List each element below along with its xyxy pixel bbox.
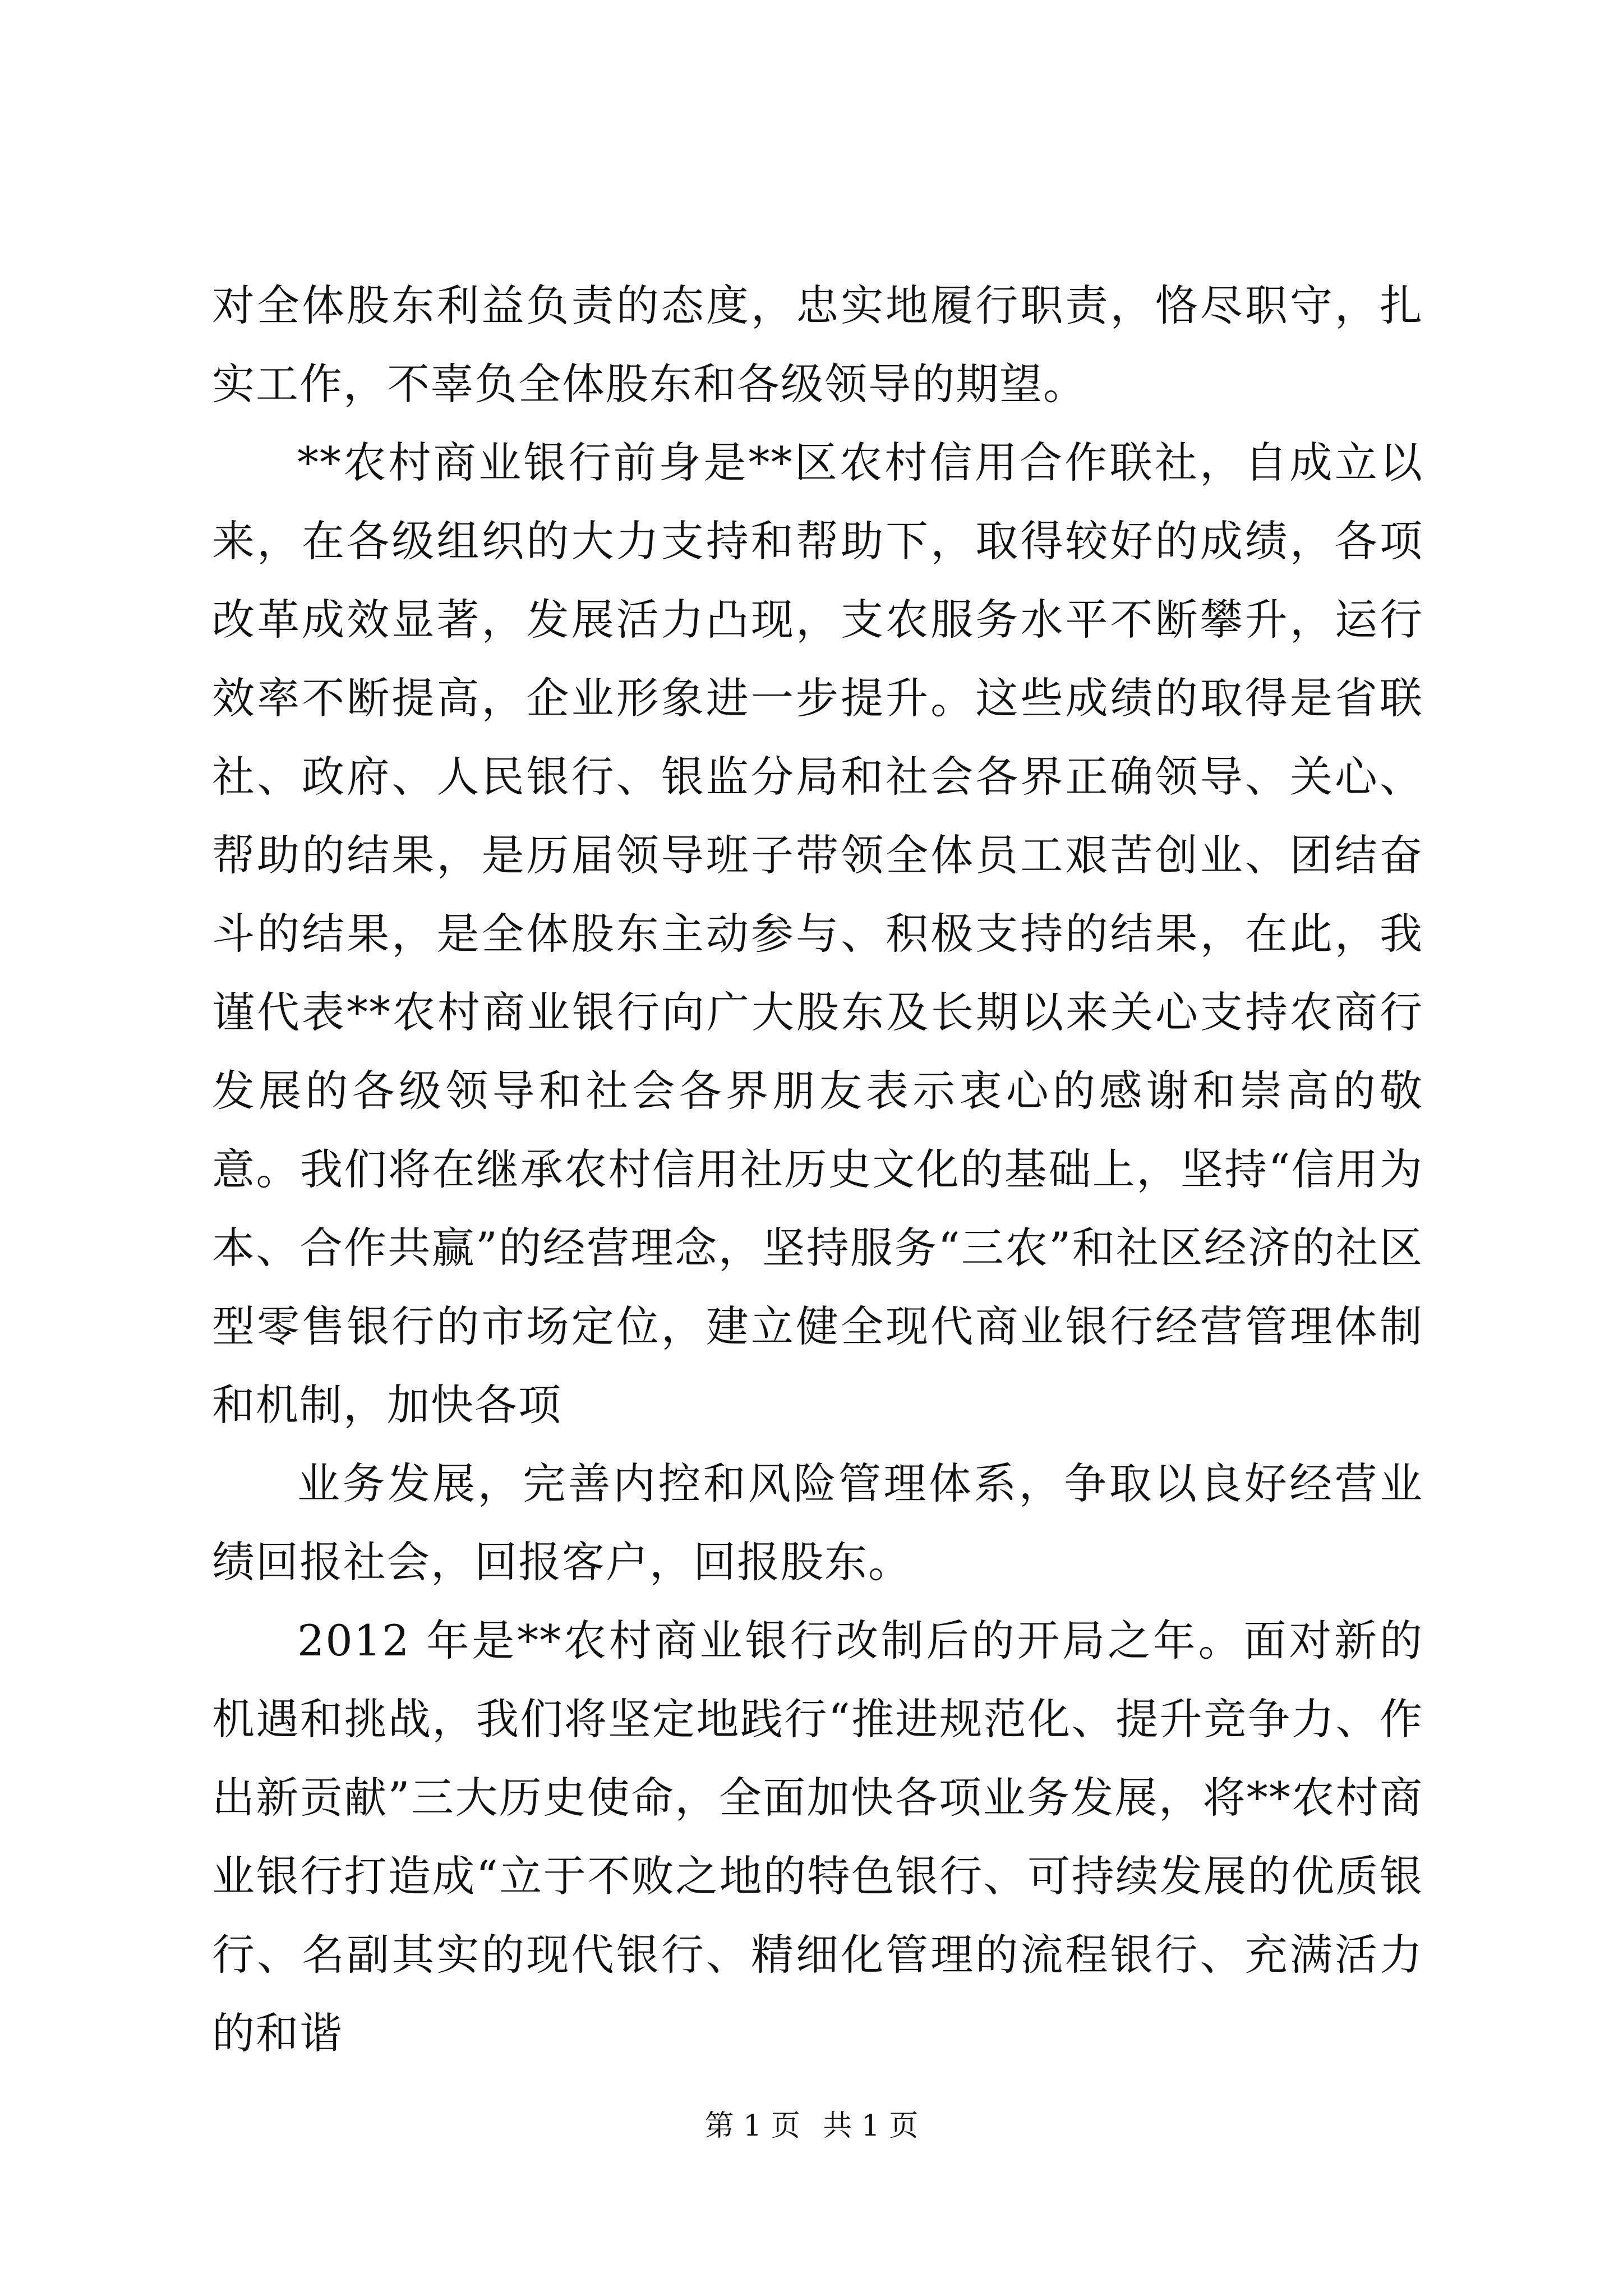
paragraph-business-development: 业务发展，完善内控和风险管理体系，争取以良好经营业绩回报社会，回报客户，回报股东。 [212,1458,1423,1587]
page-number: 第 1 页 [704,2109,800,2143]
page-footer [0,2106,1623,2146]
paragraph-continuation: 对全体股东利益负责的态度，忠实地履行职责，恪尽职守，扎实工作，不辜负全体股东和各级领导的期望。 [212,280,1423,409]
paragraph-bank-history: **农村商业银行前身是**区农村信用合作联社，自成立以来，在各级组织的大力支持和帮助下，取得较好的成绩，各项改革成效显著，发展活力凸现，支农服务水平不断攀升，运行效率不断提高，企业形象进一步提升。这些成绩的取得是省联社、政府、人民银行、银监分局和社会各界正确领导、关心、帮助的结果，是历届领导班子带领全体员工艰苦创业、团结奋斗的结果，是全体股东主动参与、积极支持的结果，在此，我谨代表**农村商业银行向广大股东及长期以来关心支持农商行发展的各级领导和社会各界朋友表示衷心的感谢和崇高的敬意。我们将在继承农村信用社历史文化的基础上，坚持“信用为本、合作共赢”的经营理念，坚持服务“三农”和社区经济的社区型零售银行的市场定位，建立健全现代商业银行经营管理体制和机制，加快各项 [212,438,1423,1430]
paragraph-2012-plan: 2012 年是**农村商业银行改制后的开局之年。面对新的机遇和挑战，我们将坚定地践行“推进规范化、提升竞争力、作出新贡献”三大历史使命，全面加快各项业务发展，将**农村商业银行打造成“立于不败之地的特色银行、可持续发展的优质银行、名副其实的现代银行、精细化管理的流程银行、充满活力的和谐 [212,1616,1423,2058]
document-body [212,266,1423,2073]
page-total: 共 1 页 [823,2109,919,2143]
